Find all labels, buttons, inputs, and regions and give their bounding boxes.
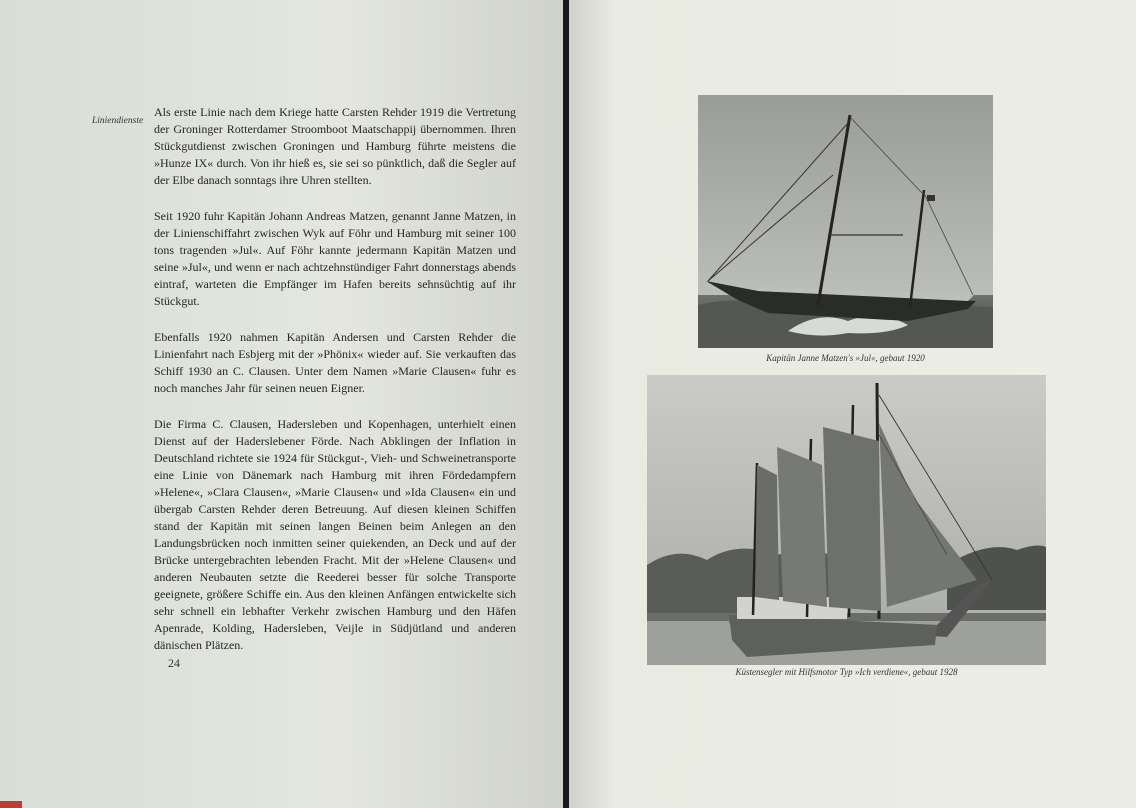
body-text [154,104,516,673]
paragraph-2: Seit 1920 fuhr Kapitän Johann Andreas Matzen, genannt Janne Matzen, in der Linienschiffahrt zwischen Wyk auf Föhr und Hamburg mit seiner 100 tons tragenden »Jul«. Auf Föhr kannte jedermann Kapitän Matzen und seine »Jul«, und wenn er nach achtzehnstündiger Fahrt donnerstags abends eintraf, warteten die Empfänger im Hafen bereits sehnsüchtig auf ihr Stückgut. [154,209,516,308]
photo2-caption: Küstensegler mit Hilfsmotor Typ »Ich verdiene«, gebaut 1928 [735,667,958,677]
coastal-sailer-photo [647,375,1046,665]
margin-note: Liniendienste [92,116,144,126]
right-page [569,0,1136,808]
page-number: 24 [168,656,180,670]
photo1-caption: Kapitän Janne Matzen's »Jul«, gebaut 1920 [766,353,925,363]
red-edge-mark [0,801,22,808]
schooner-jul-photo [698,95,993,348]
paragraph-4: Die Firma C. Clausen, Hadersleben und Kopenhagen, unterhielt einen Dienst auf der Haderslebener Förde. Nach Abklingen der Inflation in Deutschland richtete sie 1924 für Stückgut-, Vieh- und Schweinetransporte eine Linie von Dänemark nach Hamburg mit ihren Fördedampfern »Helene«, »Clara Clausen«, »Marie Clausen« und »Ida Clausen« ein und übergab Carsten Rehder deren Betreuung. Auf diesen kleinen Schiffen stand der Kapitän mit seinen langen Beinen beim Anlegen an den Landungsbrücken noch inmitten seiner quiekenden, an Deck und auf der Brücke untergebrachten lebenden Fracht. Mit der »Helene Clausen« und anderen Neubauten setzte die Reederei besser für solche Transporte geeignete, größere Schiffe ein. Aus den kleinen Anfängen entwickelte sich sehr schnell ein lebhafter Verkehr zwischen Hamburg und den Häfen Apenrade, Kolding, Hadersleben, Veijle in Südjütland und anderen dänischen Plätzen. [154,417,516,652]
paragraph-3: Ebenfalls 1920 nahmen Kapitän Andersen und Carsten Rehder die Linienfahrt nach Esbjerg mit der »Phönix« wieder auf. Sie verkauften das Schiff 1930 an C. Clausen. Unter dem Namen »Marie Clausen« fuhr es noch manches Jahr für seinen neuen Eigner. [154,330,516,395]
paragraph-1: Als erste Linie nach dem Kriege hatte Carsten Rehder 1919 die Vertretung der Groninger Rotterdamer Stroomboot Maatschappij übernommen. Ihren Stückgutdienst zwischen Groningen und Hamburg führte meistens die »Hunze IX« durch. Von ihr hieß es, sie sei so pünktlich, daß die Segler auf der Elbe danach sonntags ihre Uhren stellten. [154,105,516,187]
left-page [0,0,566,808]
